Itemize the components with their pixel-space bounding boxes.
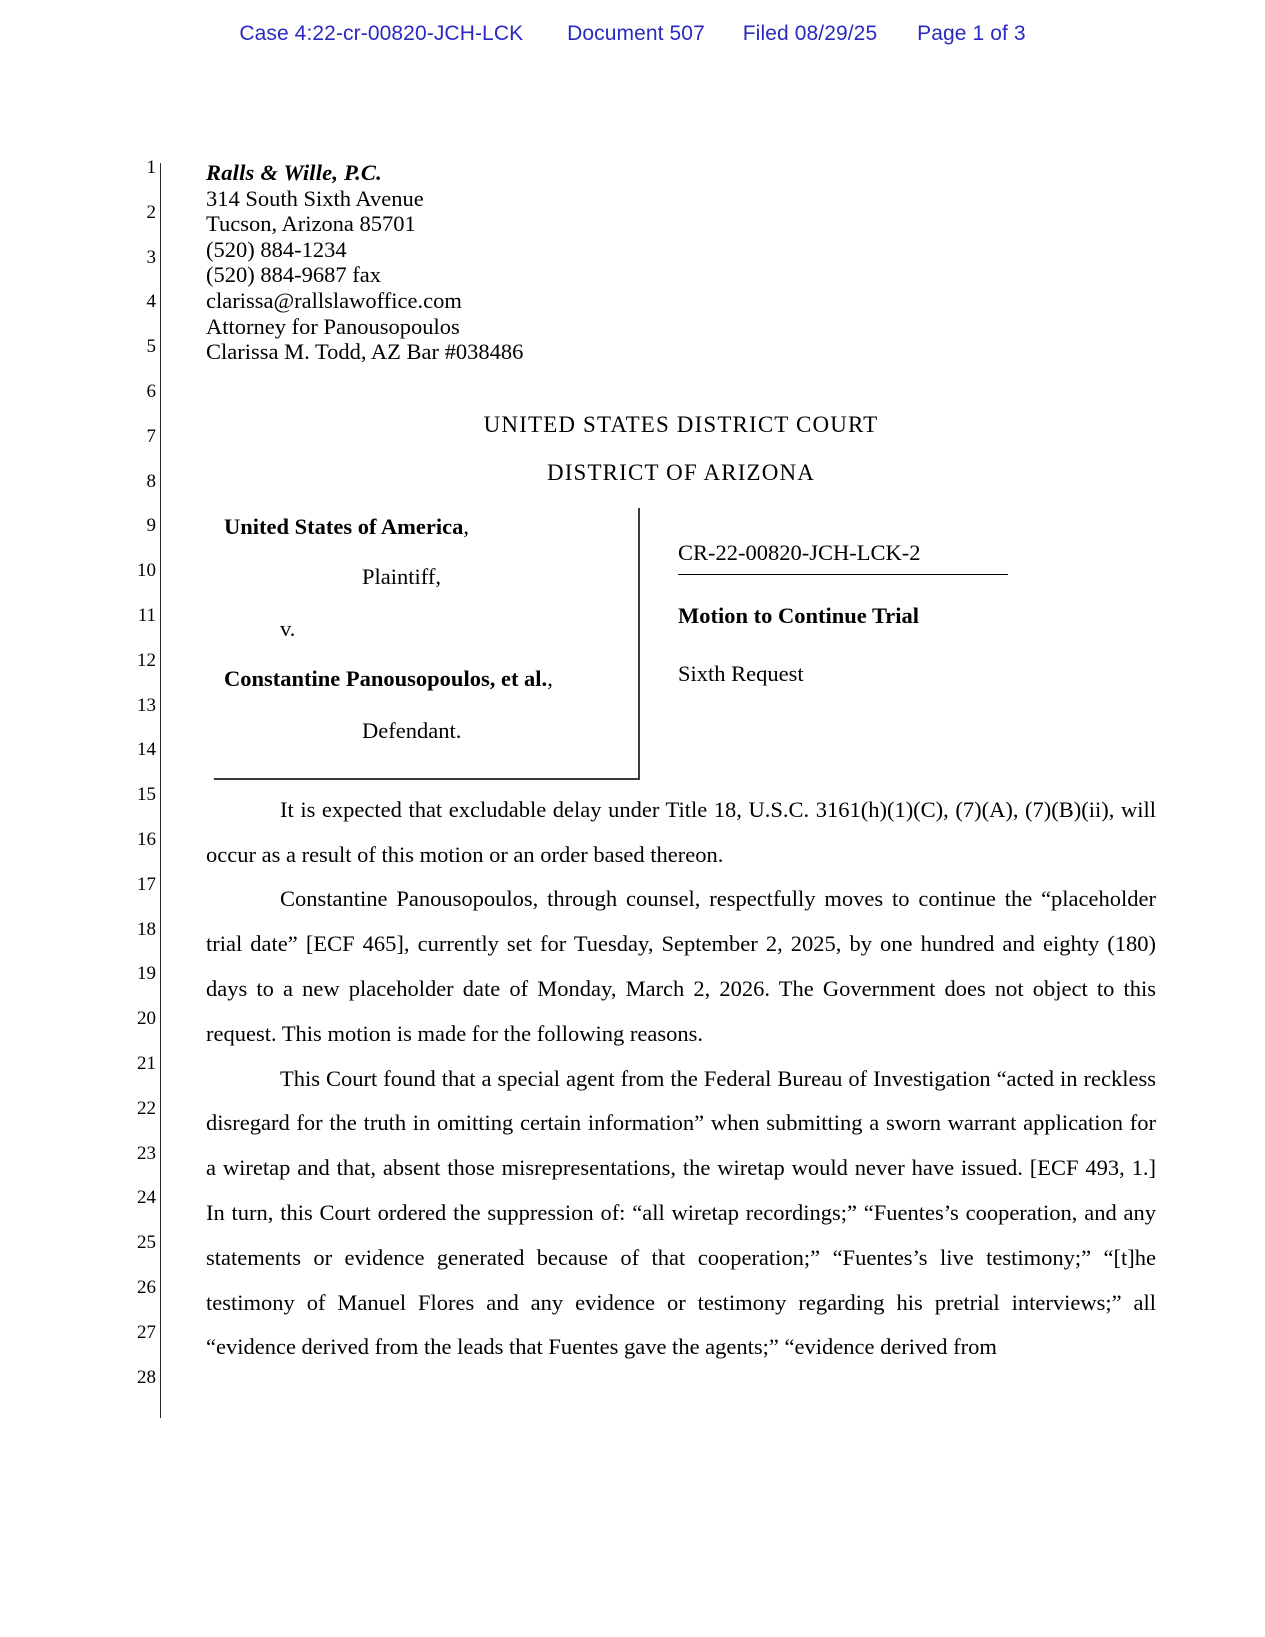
body-paragraph-2: Constantine Panousopoulos, through counsel, respectfully moves to continue the “placeholder trial date” [ECF 465], currently set for Tuesday, September 2, 2025, by one hundred and eighty (180) days to a new placeholder date of Monday, March 2, 2026. The Government does not object to this request. This motion is made for the following reasons. — [206, 886, 1156, 1046]
caption-defendant-role: Defendant. — [362, 717, 462, 743]
line-number-17: 17 — [137, 873, 156, 895]
line-number-4: 4 — [146, 291, 156, 313]
line-number-2: 2 — [146, 201, 156, 223]
motion-body — [206, 788, 1156, 1370]
attorney-for-line: Attorney for Panousopoulos — [206, 313, 460, 339]
ecf-page-number: Page 1 of 3 — [917, 22, 1026, 45]
line-number-1: 1 — [146, 157, 156, 178]
body-paragraph-3: This Court found that a special agent from the Federal Bureau of Investigation “acted in reckless disregard for the truth in omitting certain information” when submitting a sworn warrant application for a wiretap and that, absent those misrepresentations, the wiretap would never have issued. [ECF 493, 1.] In turn, this Court ordered the suppression of: “all wiretap recordings;” “Fuentes’s cooperation, and any statements or evidence generated because of that cooperation;” “Fuentes’s live testimony;” “[t]he testimony of Manuel Flores and any evidence or testimony regarding his pretrial interviews;” all “evidence derived from the leads that Fuentes gave the agents;” “evidence derived from — [206, 1065, 1156, 1360]
ecf-case-number: Case 4:22-cr-00820-JCH-LCK — [239, 22, 524, 45]
line-number-26: 26 — [137, 1277, 156, 1298]
ecf-filed-date: Filed 08/29/25 — [742, 22, 878, 45]
caption-bottom-divider — [214, 778, 640, 780]
attorney-name-and-bar: Clarissa M. Todd, AZ Bar #038486 — [206, 339, 524, 365]
defendant-name-comma: , — [547, 665, 553, 691]
firm-city-state-zip: Tucson, Arizona 85701 — [206, 211, 416, 237]
caption-motion-title: Motion to Continue Trial — [678, 602, 920, 628]
case-caption-block — [206, 508, 1156, 780]
plaintiff-name-comma: , — [463, 513, 469, 539]
line-number-3: 3 — [146, 246, 156, 268]
line-number-12: 12 — [137, 649, 156, 671]
caption-request-number: Sixth Request — [678, 660, 804, 686]
line-number-7: 7 — [146, 425, 156, 447]
body-paragraph-1: It is expected that excludable delay under Title 18, U.S.C. 3161(h)(1)(C), (7)(A), (7)(B)(ii), will occur as a result of this motion or an order based thereon. — [206, 796, 1156, 867]
line-number-21: 21 — [137, 1053, 156, 1074]
line-number-15: 15 — [137, 784, 156, 806]
attorney-letterhead — [206, 160, 1156, 365]
line-number-19: 19 — [137, 963, 156, 985]
line-number-16: 16 — [137, 829, 156, 850]
line-number-14: 14 — [137, 739, 156, 761]
line-number-28: 28 — [137, 1366, 156, 1388]
line-number-5: 5 — [146, 336, 156, 358]
line-number-6: 6 — [146, 381, 156, 402]
defendant-name-text: Constantine Panousopoulos, et al. — [224, 665, 548, 691]
caption-case-column — [678, 508, 1156, 687]
court-name-line-1: UNITED STATES DISTRICT COURT — [483, 411, 879, 437]
pleading-content — [206, 160, 1156, 1370]
caption-versus: v. — [280, 615, 296, 641]
line-number-18: 18 — [137, 918, 156, 940]
line-number-8: 8 — [146, 470, 156, 492]
attorney-email: clarissa@rallslawoffice.com — [206, 287, 462, 313]
court-name-line-2: DISTRICT OF ARIZONA — [546, 459, 816, 485]
line-number-22: 22 — [137, 1097, 156, 1119]
plaintiff-name-text: United States of America — [224, 513, 464, 539]
ecf-document-number: Document 507 — [567, 22, 705, 45]
line-number-25: 25 — [137, 1232, 156, 1254]
firm-street-address: 314 South Sixth Avenue — [206, 185, 424, 211]
caption-parties-column — [206, 508, 638, 770]
line-number-11: 11 — [137, 605, 156, 626]
line-number-10: 10 — [137, 560, 156, 582]
line-number-13: 13 — [137, 694, 156, 716]
case-number-underline — [678, 574, 1008, 575]
line-number-27: 27 — [137, 1321, 156, 1343]
law-firm-name: Ralls & Wille, P.C. — [206, 160, 382, 185]
caption-vertical-divider — [638, 508, 640, 780]
pleading-vertical-rule — [160, 163, 161, 1418]
caption-defendant-name — [224, 666, 553, 692]
line-number-24: 24 — [137, 1187, 156, 1209]
caption-case-number: CR-22-00820-JCH-LCK-2 — [678, 539, 921, 565]
line-number-20: 20 — [137, 1008, 156, 1030]
firm-phone: (520) 884-1234 — [206, 236, 347, 262]
firm-fax: (520) 884-9687 fax — [206, 262, 381, 288]
line-number-23: 23 — [137, 1142, 156, 1164]
caption-plaintiff-role: Plaintiff, — [362, 563, 441, 589]
caption-plaintiff-name — [224, 514, 469, 540]
line-number-9: 9 — [146, 515, 156, 537]
